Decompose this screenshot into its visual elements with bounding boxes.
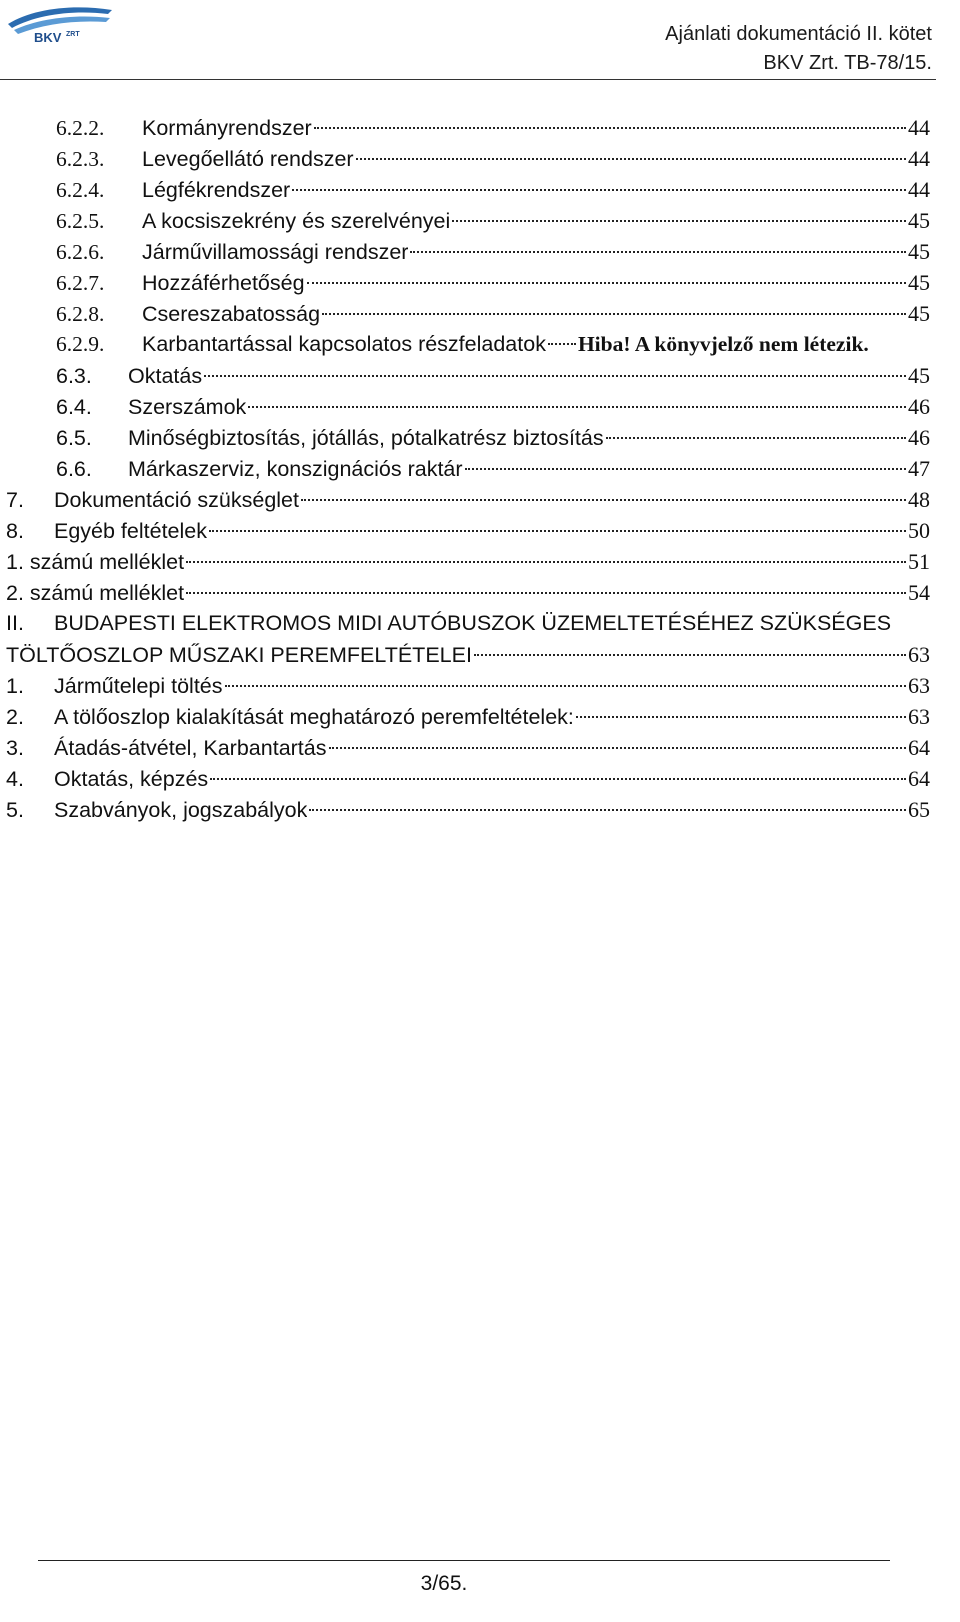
dot-leader — [204, 374, 906, 377]
toc-number: 1. — [6, 674, 24, 698]
dot-leader — [186, 591, 906, 594]
toc-page: 44 — [908, 115, 930, 140]
dot-leader — [356, 157, 906, 160]
toc-title: Légfékrendszer — [142, 178, 291, 202]
toc-number: 6.2.2. — [56, 116, 105, 140]
toc-number: 6.2.9. — [56, 332, 105, 356]
toc-page: 63 — [908, 642, 930, 667]
dot-leader — [225, 684, 907, 687]
page-header — [0, 0, 960, 82]
toc-page: 64 — [908, 735, 930, 760]
doc-ref: BKV Zrt. TB-78/15. — [763, 52, 932, 74]
toc-entry[interactable] — [6, 236, 958, 267]
toc-title: Szerszámok — [128, 395, 247, 419]
toc-title: Dokumentáció szükséglet — [54, 488, 299, 512]
dot-leader — [292, 188, 906, 191]
toc-entry[interactable] — [6, 143, 958, 174]
toc-number: 6.5. — [56, 426, 92, 450]
page-number: 3/65. — [420, 1572, 468, 1595]
toc-entry[interactable] — [6, 546, 958, 577]
toc-page: 63 — [908, 704, 930, 729]
toc-page: 44 — [908, 146, 930, 171]
dot-leader — [248, 405, 906, 408]
dot-leader — [548, 342, 576, 345]
toc-entry[interactable] — [6, 360, 958, 391]
bkv-logo — [4, 2, 116, 46]
toc-title: Minőségbiztosítás, jótállás, pótalkatrész biztosítás — [128, 426, 604, 450]
toc-entry[interactable] — [6, 577, 958, 608]
toc-title: Járműtelepi töltés — [54, 674, 223, 698]
toc-page: 47 — [908, 456, 930, 481]
toc-title: A kocsiszekrény és szerelvényei — [142, 209, 451, 233]
dot-leader — [314, 126, 906, 129]
toc-number: 7. — [6, 488, 24, 512]
toc-entry-continuation[interactable] — [6, 639, 958, 670]
dot-leader — [452, 219, 906, 222]
svg-text:BKV: BKV — [34, 30, 62, 45]
toc-page: 46 — [908, 394, 930, 419]
toc-title: Csereszabatosság — [142, 302, 321, 326]
svg-text:ZRT: ZRT — [66, 31, 80, 38]
bookmark-error-text: Hiba! A könyvjelző nem létezik. — [577, 332, 869, 356]
toc-title: 2. számú melléklet — [6, 581, 185, 605]
toc-number: 6.2.7. — [56, 271, 105, 295]
toc-entry[interactable] — [6, 763, 958, 794]
toc-title: Levegőellátó rendszer — [142, 147, 354, 171]
toc-page: 45 — [908, 363, 930, 388]
toc-page: 45 — [908, 239, 930, 264]
toc-title: A tölőoszlop kialakítását meghatározó peremfeltételek: — [54, 705, 574, 729]
toc-title: Szabványok, jogszabályok — [54, 798, 308, 822]
toc-title: 1. számú melléklet — [6, 550, 185, 574]
dot-leader — [474, 653, 906, 656]
header-info — [665, 20, 932, 78]
header-divider — [0, 79, 936, 80]
toc-number: 6.2.4. — [56, 178, 105, 202]
toc-entry[interactable] — [6, 205, 958, 236]
toc-number: 3. — [6, 736, 24, 760]
toc-title: Oktatás, képzés — [54, 767, 209, 791]
dot-leader — [465, 467, 906, 470]
toc-page: 51 — [908, 549, 930, 574]
toc-entry[interactable] — [6, 484, 958, 515]
dot-leader — [410, 250, 906, 253]
toc-title: Kormányrendszer — [142, 116, 312, 140]
toc-page: 45 — [908, 301, 930, 326]
toc-page: 50 — [908, 518, 930, 543]
toc-entry[interactable] — [6, 701, 958, 732]
toc-number: 6.2.5. — [56, 209, 105, 233]
toc-entry[interactable] — [6, 298, 958, 329]
footer-divider — [38, 1560, 890, 1561]
toc-entry[interactable] — [6, 670, 958, 701]
toc-title: Karbantartással kapcsolatos részfeladatok — [142, 332, 546, 356]
dot-leader — [186, 560, 906, 563]
toc-page: 45 — [908, 270, 930, 295]
toc-title: Márkaszerviz, konszignációs raktár — [128, 457, 463, 481]
toc-number: 6.2.8. — [56, 302, 105, 326]
toc-page: 45 — [908, 208, 930, 233]
toc-entry[interactable] — [6, 453, 958, 484]
toc-entry[interactable] — [6, 112, 958, 143]
toc-number: 6.6. — [56, 457, 92, 481]
toc-entry[interactable] — [6, 794, 958, 825]
toc-entry[interactable] — [6, 174, 958, 205]
toc-entry[interactable] — [6, 732, 958, 763]
toc-number: 8. — [6, 519, 24, 543]
toc-page: 65 — [908, 797, 930, 822]
toc-title: Átadás-átvétel, Karbantartás — [54, 736, 327, 760]
toc-page: 63 — [908, 673, 930, 698]
toc-title: Járművillamossági rendszer — [142, 240, 409, 264]
toc-number: 2. — [6, 705, 24, 729]
toc-page: 46 — [908, 425, 930, 450]
toc-number: 5. — [6, 798, 24, 822]
dot-leader — [576, 715, 906, 718]
toc-page: 54 — [908, 580, 930, 605]
toc-entry[interactable] — [6, 608, 958, 639]
toc-page: 64 — [908, 766, 930, 791]
dot-leader — [307, 281, 906, 284]
toc-entry[interactable] — [6, 391, 958, 422]
dot-leader — [309, 808, 906, 811]
dot-leader — [210, 777, 906, 780]
doc-title: Ajánlati dokumentáció II. kötet — [665, 23, 932, 45]
dot-leader — [209, 529, 906, 532]
toc-page: 48 — [908, 487, 930, 512]
dot-leader — [322, 312, 906, 315]
toc-number: 6.3. — [56, 364, 92, 388]
toc-number: 6.2.6. — [56, 240, 105, 264]
toc-number: 4. — [6, 767, 24, 791]
dot-leader — [329, 746, 907, 749]
toc-title: Hozzáférhetőség — [142, 271, 305, 295]
dot-leader — [606, 436, 906, 439]
toc-number: 6.4. — [56, 395, 92, 419]
toc-entry[interactable] — [6, 422, 958, 453]
toc-page: 44 — [908, 177, 930, 202]
toc-entry[interactable] — [6, 267, 958, 298]
toc-entry[interactable] — [6, 515, 958, 546]
table-of-contents — [6, 112, 958, 825]
dot-leader — [301, 498, 906, 501]
toc-number: II. — [6, 611, 24, 635]
toc-title: Oktatás — [128, 364, 203, 388]
toc-title: TÖLTŐOSZLOP MŰSZAKI PEREMFELTÉTELEI — [6, 643, 472, 667]
toc-number: 6.2.3. — [56, 147, 105, 171]
toc-entry[interactable] — [6, 329, 958, 360]
toc-title: Egyéb feltételek — [54, 519, 207, 543]
toc-title: BUDAPESTI ELEKTROMOS MIDI AUTÓBUSZOK ÜZEMELTETÉSÉHEZ SZÜKSÉGES — [54, 611, 892, 635]
